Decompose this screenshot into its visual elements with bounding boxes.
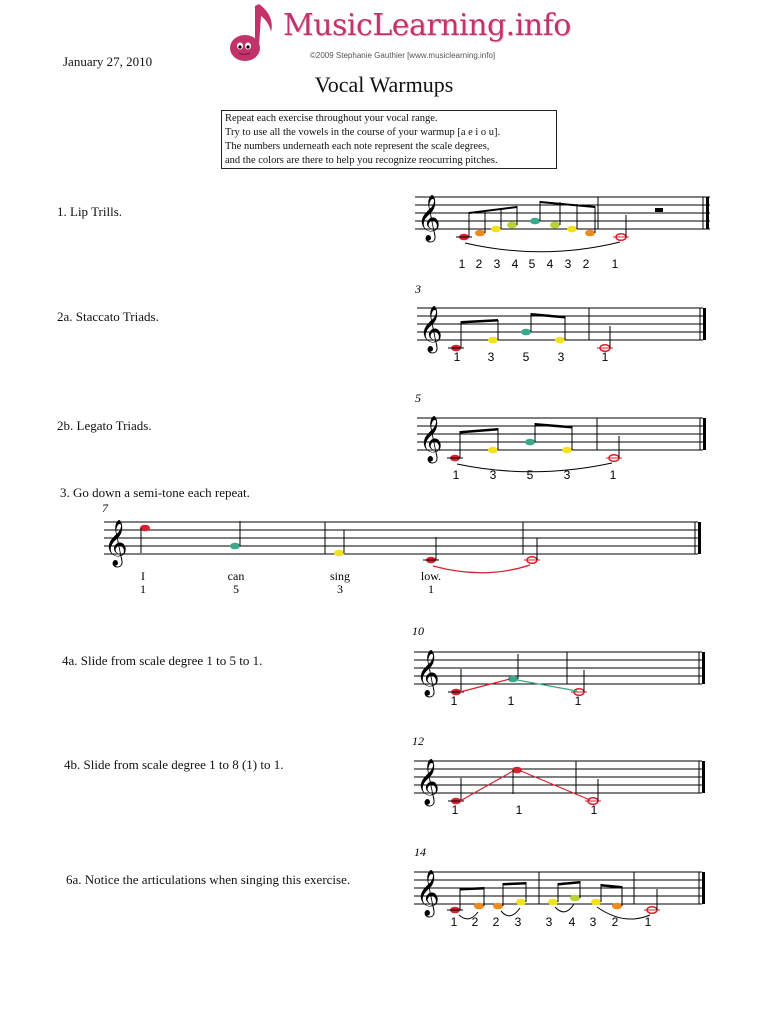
svg-text:5: 5: [528, 257, 536, 271]
svg-text:4: 4: [568, 915, 576, 929]
page-title: Vocal Warmups: [314, 72, 454, 97]
exercise-3-label: 3. Go down a semi-tone each repeat.: [60, 485, 250, 500]
svg-text:2: 2: [582, 257, 590, 271]
svg-text:1: 1: [507, 694, 515, 708]
exercise-6a-staff: [412, 842, 717, 934]
svg-text:4: 4: [511, 257, 519, 271]
treble-clef-icon: 𝄞: [416, 650, 440, 696]
svg-text:3: 3: [589, 915, 597, 929]
treble-clef-icon: 𝄞: [416, 870, 440, 916]
exercise-2a-staff: [413, 281, 718, 371]
svg-text:7: 7: [102, 501, 108, 515]
exercise-2b-staff: [413, 388, 718, 483]
svg-text:5: 5: [526, 468, 534, 482]
svg-text:10: 10: [412, 624, 424, 638]
svg-text:1: 1: [574, 694, 582, 708]
svg-text:1: 1: [644, 915, 652, 929]
svg-text:5: 5: [233, 582, 239, 596]
instruction-line: Try to use all the vowels in the course of your warmup [a e i o u].: [225, 127, 501, 138]
treble-clef-icon: 𝄞: [419, 416, 443, 462]
instruction-line: and the colors are there to help you recognize reocurring pitches.: [225, 155, 498, 166]
svg-text:low.: low.: [420, 569, 442, 583]
svg-text:1: 1: [451, 803, 459, 817]
svg-text:1: 1: [590, 803, 598, 817]
svg-text:1: 1: [611, 257, 619, 271]
exercise-2a-label: 2a. Staccato Triads.: [57, 309, 159, 324]
svg-text:2: 2: [475, 257, 483, 271]
svg-text:5: 5: [522, 350, 530, 364]
svg-text:can: can: [227, 569, 245, 583]
treble-clef-icon: 𝄞: [419, 306, 443, 352]
exercise-3-staff: [90, 498, 720, 598]
svg-text:4: 4: [546, 257, 554, 271]
treble-clef-icon: 𝄞: [416, 759, 440, 805]
musiclearning-logo: [225, 2, 571, 64]
exercise-1-staff: [415, 185, 715, 270]
svg-text:1: 1: [428, 582, 434, 596]
svg-text:3: 3: [557, 350, 565, 364]
svg-text:3: 3: [564, 257, 572, 271]
svg-text:1: 1: [601, 350, 609, 364]
instruction-line: The numbers underneath each note represent the scale degrees,: [225, 141, 490, 152]
svg-text:1: 1: [450, 915, 458, 929]
svg-text:1: 1: [450, 694, 458, 708]
exercise-6a-label: 6a. Notice the articulations when singing this exercise.: [66, 872, 351, 887]
svg-text:1: 1: [140, 582, 146, 596]
logo-copyright: ©2009 Stephanie Gauthier [www.musiclearning.info]: [310, 51, 496, 60]
exercise-4b-staff: [412, 730, 717, 820]
svg-text:1: 1: [609, 468, 617, 482]
svg-text:1: 1: [458, 257, 466, 271]
svg-text:1: 1: [452, 468, 460, 482]
svg-text:3: 3: [487, 350, 495, 364]
exercise-1-label: 1. Lip Trills.: [57, 204, 123, 219]
svg-text:3: 3: [545, 915, 553, 929]
svg-text:3: 3: [493, 257, 501, 271]
exercise-4a-staff: [412, 620, 717, 710]
svg-text:14: 14: [414, 845, 426, 859]
svg-text:sing: sing: [329, 569, 351, 583]
exercise-4a-label: 4a. Slide from scale degree 1 to 5 to 1.: [62, 653, 263, 668]
svg-text:1: 1: [453, 350, 461, 364]
svg-text:12: 12: [412, 734, 424, 748]
exercise-2b-label: 2b. Legato Triads.: [57, 418, 152, 433]
svg-text:3: 3: [514, 915, 522, 929]
half-rest-icon: [655, 208, 663, 212]
svg-text:3: 3: [563, 468, 571, 482]
svg-text:3: 3: [337, 582, 343, 596]
document-date: January 27, 2010: [63, 54, 153, 69]
instruction-line: Repeat each exercise throughout your vocal range.: [225, 113, 438, 124]
svg-text:I: I: [141, 569, 145, 583]
treble-clef-icon: 𝄞: [104, 520, 128, 566]
svg-text:2: 2: [492, 915, 500, 929]
svg-text:3: 3: [415, 282, 421, 296]
logo-title: MusicLearning.info: [283, 8, 571, 43]
svg-text:5: 5: [415, 391, 421, 405]
instructions-box: [221, 110, 557, 169]
exercise-4b-label: 4b. Slide from scale degree 1 to 8 (1) to 1.: [64, 757, 284, 772]
svg-text:2: 2: [471, 915, 479, 929]
music-note-mascot-icon: [225, 2, 285, 64]
svg-text:1: 1: [515, 803, 523, 817]
treble-clef-icon: 𝄞: [417, 195, 441, 241]
svg-text:3: 3: [489, 468, 497, 482]
svg-text:2: 2: [611, 915, 619, 929]
